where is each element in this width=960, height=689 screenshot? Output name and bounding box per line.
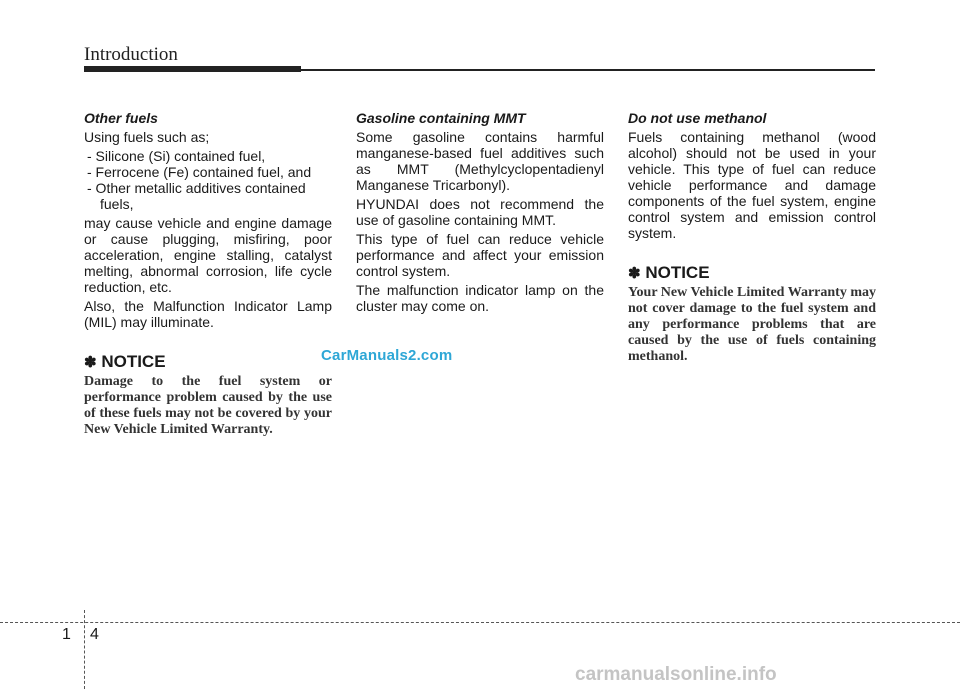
body-paragraph: Also, the Malfunction Indicator Lamp (MIL) may illuminate. [84, 298, 332, 330]
notice-heading [628, 263, 876, 283]
watermark-link[interactable]: CarManuals2.com [321, 347, 453, 364]
section-heading: Gasoline containing MMT [356, 110, 526, 126]
column-gasoline-mmt [356, 110, 604, 317]
body-paragraph: may cause vehicle and engine damage or cause plugging, misfiring, poor acceleration, engine stalling, catalyst melting, abnormal corrosion, life cycle reduction, etc. [84, 215, 332, 295]
body-paragraph: Fuels containing methanol (wood alcohol) should not be used in your vehicle. This type of fuel can reduce vehicle performance and damage components of the fuel system, engine control system and emission control system. [628, 129, 876, 241]
notice-label: NOTICE [101, 352, 166, 371]
notice-heading [84, 352, 332, 372]
list-item: - Ferrocene (Fe) contained fuel, and [87, 164, 312, 180]
fuel-list [84, 148, 332, 212]
body-paragraph: HYUNDAI does not recommend the use of gasoline containing MMT. [356, 196, 604, 228]
chapter-number: 1 [62, 626, 71, 643]
list-item: - Silicone (Si) contained fuel, [87, 148, 266, 164]
column-other-fuels [84, 110, 332, 438]
body-paragraph: The malfunction indicator lamp on the cluster may come on. [356, 282, 604, 314]
footer-watermark: carmanualsonline.info [575, 664, 777, 685]
header-rule-thick [84, 66, 301, 72]
column-methanol [628, 110, 876, 365]
body-paragraph: This type of fuel can reduce vehicle performance and affect your emission control system. [356, 231, 604, 279]
list-item: - Other metallic additives contained fuels, [87, 180, 306, 212]
header-rule-thin [301, 69, 875, 71]
notice-label: NOTICE [645, 263, 710, 282]
footer-vertical-divider [84, 610, 85, 689]
footer-divider [0, 622, 960, 623]
notice-text: Your New Vehicle Limited Warranty may not cover damage to the fuel system and any performance problems that are caused by the use of fuels containing methanol. [628, 285, 876, 364]
page-header-title: Introduction [84, 44, 178, 65]
notice-text: Damage to the fuel system or performance problem caused by the use of these fuels may not be covered by your New Vehicle Limited Warranty. [84, 374, 332, 437]
notice-star-icon: ✽ [84, 354, 97, 371]
section-heading: Other fuels [84, 110, 158, 126]
section-heading: Do not use methanol [628, 110, 767, 126]
body-paragraph: Some gasoline contains harmful manganese-based fuel additives such as MMT (Methylcyclopentadienyl Manganese Tricarbonyl). [356, 129, 604, 193]
intro-text: Using fuels such as; [84, 129, 210, 145]
notice-star-icon: ✽ [628, 265, 641, 282]
page-number: 4 [90, 626, 99, 643]
